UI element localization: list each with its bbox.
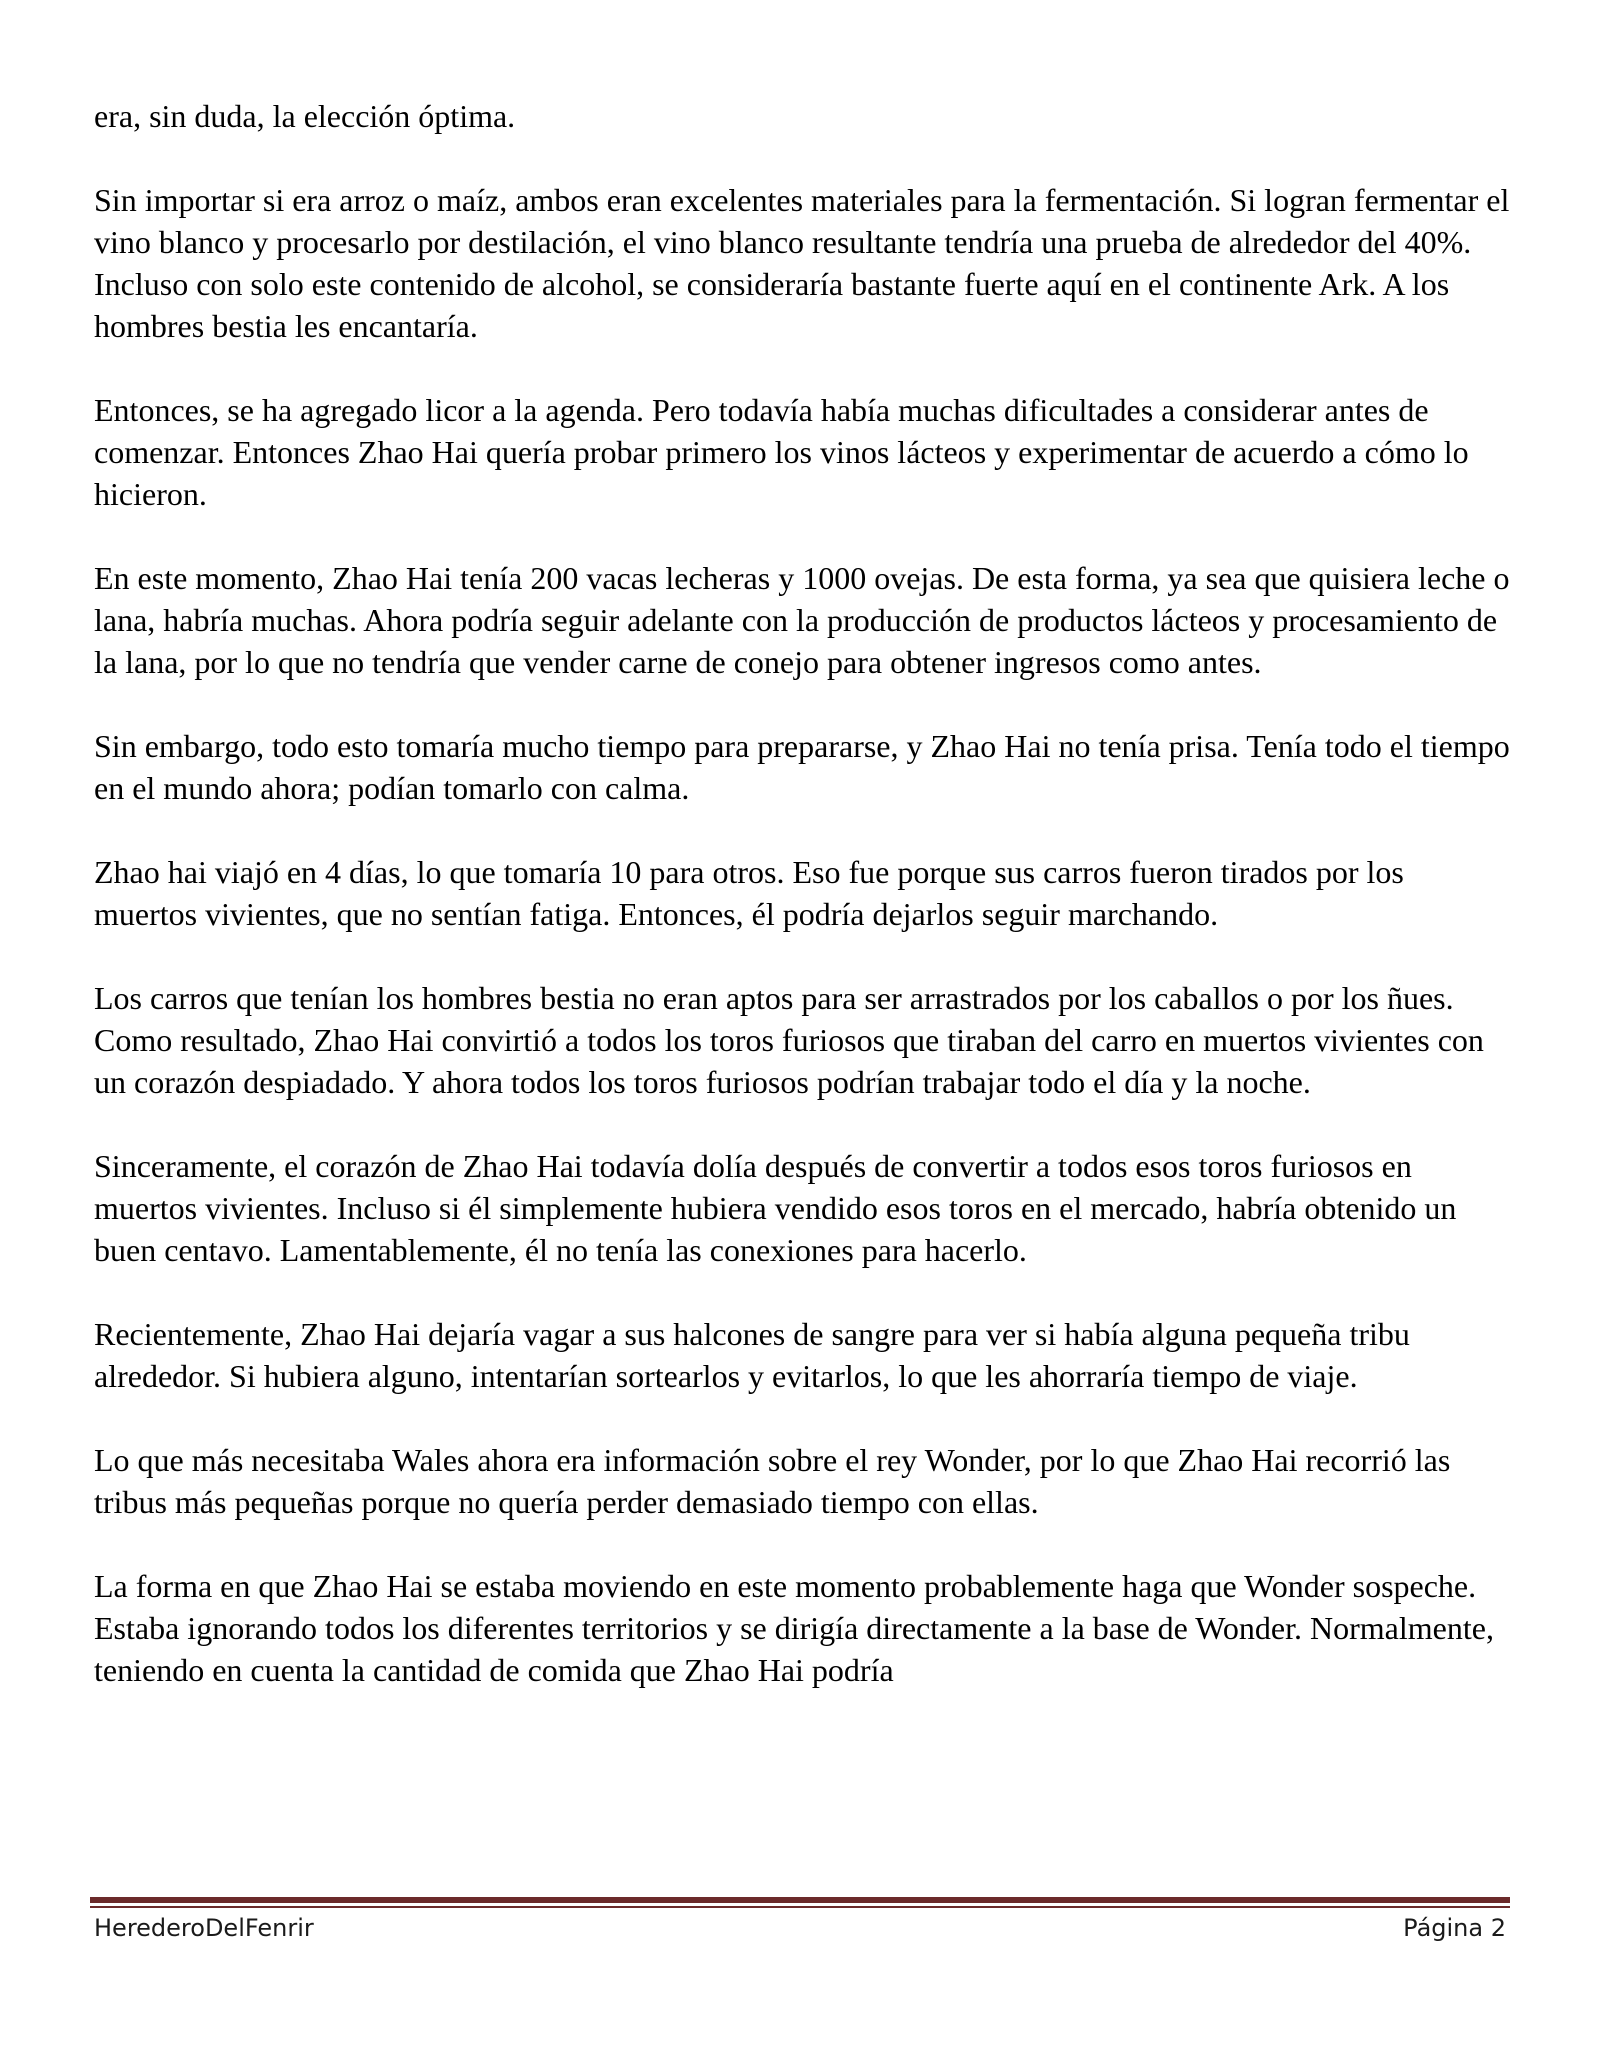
footer-divider-thin <box>90 1906 1510 1908</box>
paragraph: Sinceramente, el corazón de Zhao Hai todavía dolía después de convertir a todos esos toros furiosos en muertos vivientes. Incluso si él simplemente hubiera vendido esos toros en el mercado, habría obtenido un buen centavo. Lamentablemente, él no tenía las conexiones para hacerlo. <box>94 1148 1457 1268</box>
footer-divider-thick <box>90 1897 1510 1903</box>
paragraph: En este momento, Zhao Hai tenía 200 vacas lecheras y 1000 ovejas. De esta forma, ya sea que quisiera leche o lana, habría muchas. Ahora podría seguir adelante con la producción de productos lácteos y procesamiento de la lana, por lo que no tendría que vender carne de conejo para obtener ingresos como antes. <box>94 560 1510 680</box>
paragraph: Sin embargo, todo esto tomaría mucho tiempo para prepararse, y Zhao Hai no tenía prisa. Tenía todo el tiempo en el mundo ahora; podían tomarlo con calma. <box>94 728 1510 806</box>
paragraph: era, sin duda, la elección óptima. <box>94 98 516 134</box>
footer-author: HerederoDelFenrir <box>94 1914 314 1942</box>
footer-page-number: Página 2 <box>1403 1914 1506 1942</box>
paragraph: Recientemente, Zhao Hai dejaría vagar a sus halcones de sangre para ver si había alguna pequeña tribu alrededor. Si hubiera alguno, intentarían sortearlos y evitarlos, lo que les ahorraría tiempo de viaje. <box>94 1316 1410 1394</box>
paragraph: Los carros que tenían los hombres bestia no eran aptos para ser arrastrados por los caballos o por los ñues. Como resultado, Zhao Hai convirtió a todos los toros furiosos que tiraban del carro en muertos vivientes con un corazón despiadado. Y ahora todos los toros furiosos podrían trabajar todo el día y la noche. <box>94 980 1484 1100</box>
paragraph: Zhao hai viajó en 4 días, lo que tomaría 10 para otros. Eso fue porque sus carros fueron tirados por los muertos vivientes, que no sentían fatiga. Entonces, él podría dejarlos seguir marchando. <box>94 854 1404 932</box>
paragraph: Sin importar si era arroz o maíz, ambos eran excelentes materiales para la fermentación. Si logran fermentar el vino blanco y procesarlo por destilación, el vino blanco resultante tendría una prueba de alrededor del 40%. Incluso con solo este contenido de alcohol, se consideraría bastante fuerte aquí en el continente Ark. A los hombres bestia les encantaría. <box>94 182 1510 344</box>
page-footer <box>94 1910 1506 1946</box>
paragraph: La forma en que Zhao Hai se estaba moviendo en este momento probablemente haga que Wonder sospeche. Estaba ignorando todos los diferentes territorios y se dirigía directamente a la base de Wonder. Normalmente, teniendo en cuenta la cantidad de comida que Zhao Hai podría <box>94 1568 1494 1688</box>
paragraph: Lo que más necesitaba Wales ahora era información sobre el rey Wonder, por lo que Zhao Hai recorrió las tribus más pequeñas porque no quería perder demasiado tiempo con ellas. <box>94 1442 1451 1520</box>
paragraph: Entonces, se ha agregado licor a la agenda. Pero todavía había muchas dificultades a considerar antes de comenzar. Entonces Zhao Hai quería probar primero los vinos lácteos y experimentar de acuerdo a cómo lo hicieron. <box>94 392 1469 512</box>
document-body <box>94 95 1514 1733</box>
